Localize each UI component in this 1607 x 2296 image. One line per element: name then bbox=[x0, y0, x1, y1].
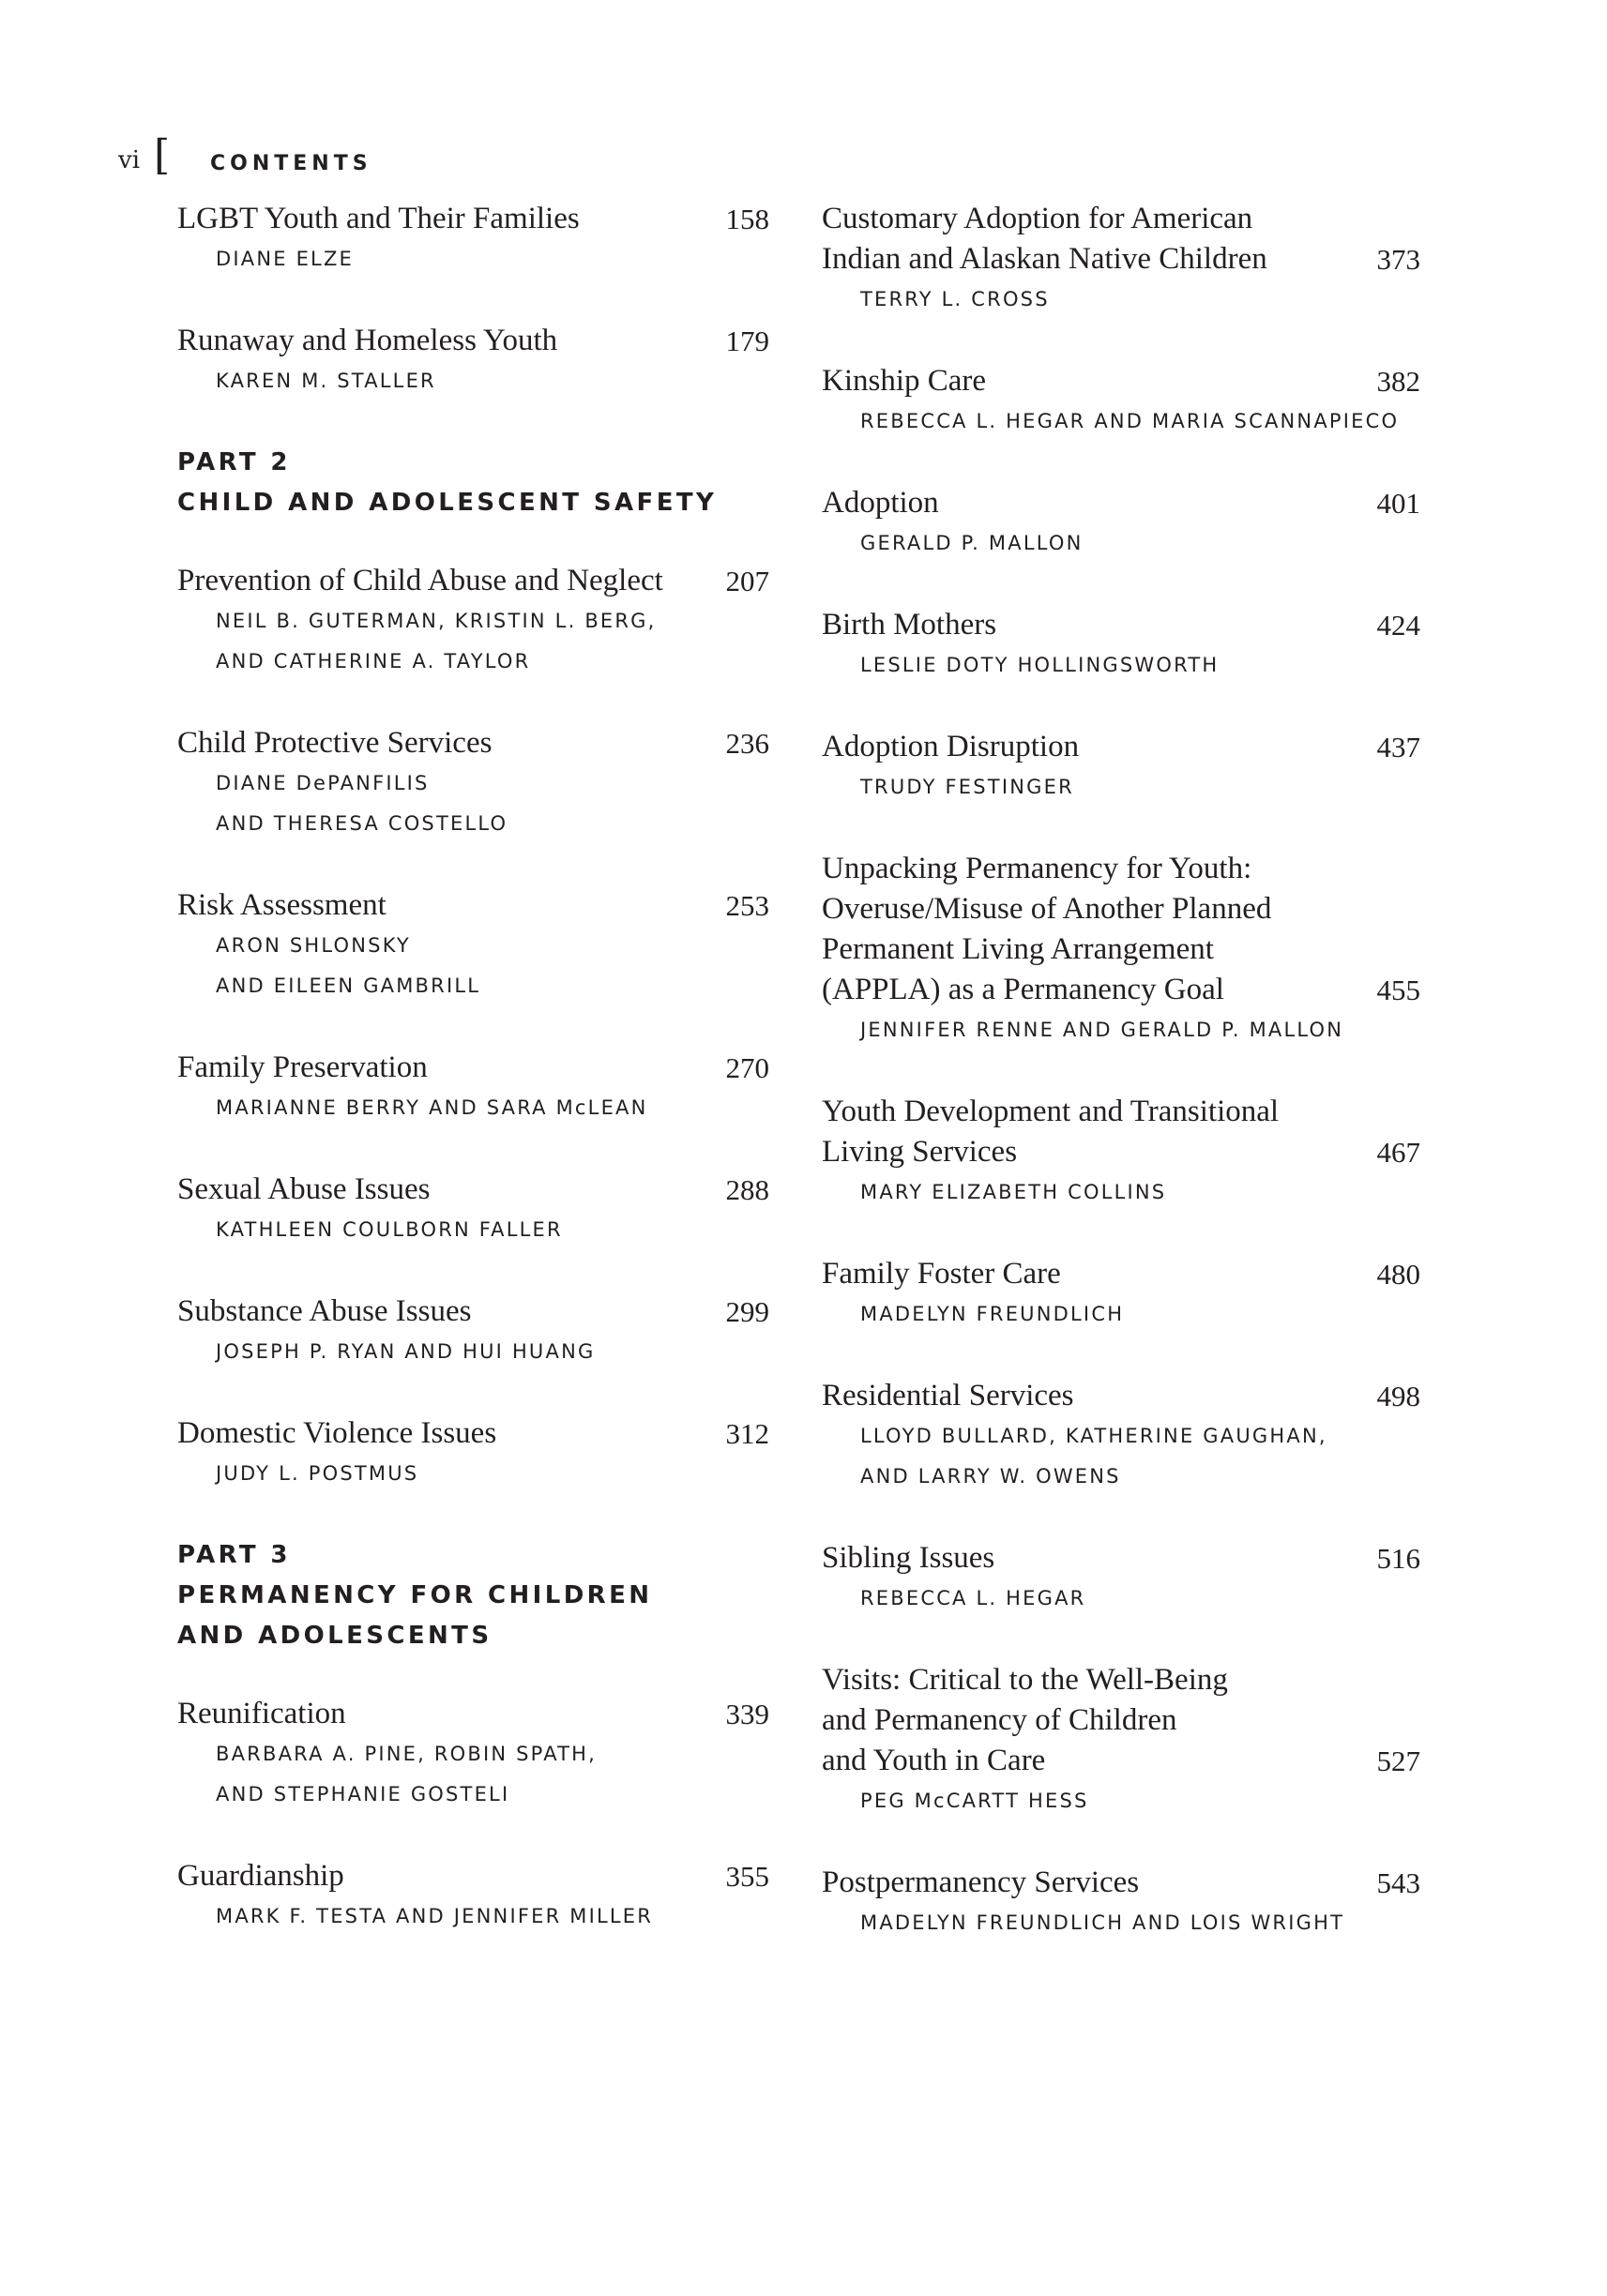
author-line: MARY ELIZABETH COLLINS bbox=[860, 1181, 1167, 1203]
chapter-authors bbox=[216, 763, 769, 844]
author-line: LESLIE DOTY HOLLINGSWORTH bbox=[860, 654, 1220, 676]
chapter-title-line: (APPLA) as a Permanency Goal bbox=[822, 973, 1224, 1006]
chapter-title bbox=[822, 605, 1420, 645]
chapter-title-block bbox=[822, 483, 1420, 523]
author-line: REBECCA L. HEGAR AND MARIA SCANNAPIECO bbox=[860, 410, 1400, 432]
chapter-page-number: 382 bbox=[1376, 365, 1420, 398]
author-line: AND THERESA COSTELLO bbox=[216, 812, 508, 835]
chapter-title bbox=[177, 1856, 769, 1896]
chapter-authors bbox=[860, 1172, 1420, 1213]
toc-entry bbox=[822, 483, 1420, 564]
chapter-authors bbox=[860, 645, 1420, 686]
chapter-authors bbox=[216, 926, 769, 1006]
author-line: AND CATHERINE A. TAYLOR bbox=[216, 650, 531, 672]
author-line: JENNIFER RENNE AND GERALD P. MALLON bbox=[860, 1019, 1344, 1041]
chapter-title-line: Kinship Care bbox=[822, 364, 987, 398]
chapter-title-block bbox=[822, 1538, 1420, 1578]
chapter-title bbox=[822, 483, 1420, 523]
chapter-title-line: Residential Services bbox=[822, 1379, 1074, 1412]
author-line: LLOYD BULLARD, KATHERINE GAUGHAN, bbox=[860, 1425, 1327, 1447]
author-line: KATHLEEN COULBORN FALLER bbox=[216, 1218, 563, 1241]
chapter-title bbox=[177, 1292, 769, 1332]
author-line: NEIL B. GUTERMAN, KRISTIN L. BERG, bbox=[216, 610, 657, 632]
chapter-page-number: 424 bbox=[1376, 609, 1420, 642]
toc-right-column bbox=[822, 199, 1420, 1985]
chapter-title-line: Family Foster Care bbox=[822, 1257, 1061, 1291]
chapter-page-number: 373 bbox=[1376, 243, 1420, 276]
chapter-title-line: Postpermanency Services bbox=[822, 1866, 1140, 1899]
toc-left-column bbox=[177, 199, 769, 1978]
chapter-title-line: Child Protective Services bbox=[177, 726, 493, 760]
chapter-title-line: Guardianship bbox=[177, 1859, 344, 1893]
part-heading bbox=[177, 1535, 769, 1656]
chapter-page-number: 437 bbox=[1376, 731, 1420, 763]
toc-entry bbox=[177, 1413, 769, 1494]
chapter-authors bbox=[860, 1010, 1420, 1050]
chapter-title bbox=[177, 723, 769, 763]
author-line: DIANE ELZE bbox=[216, 248, 355, 270]
chapter-title-block bbox=[822, 1863, 1420, 1903]
chapter-authors bbox=[216, 1332, 769, 1372]
chapter-title bbox=[822, 199, 1420, 279]
chapter-page-number: 158 bbox=[725, 203, 769, 235]
chapter-title-line: Adoption Disruption bbox=[822, 730, 1080, 763]
chapter-page-number: 207 bbox=[725, 565, 769, 597]
chapter-authors bbox=[860, 401, 1420, 442]
part-title-line: AND ADOLESCENTS bbox=[177, 1622, 493, 1650]
chapter-title bbox=[822, 1092, 1420, 1172]
chapter-title-line: Living Services bbox=[822, 1135, 1018, 1169]
part-title-line: CHILD AND ADOLESCENT SAFETY bbox=[177, 489, 718, 517]
toc-entry bbox=[822, 1254, 1420, 1335]
chapter-title-block bbox=[177, 199, 769, 239]
chapter-title-line: Domestic Violence Issues bbox=[177, 1416, 497, 1450]
chapter-authors bbox=[860, 279, 1420, 320]
chapter-title-line: Unpacking Permanency for Youth: bbox=[822, 852, 1252, 885]
author-line: DIANE DePANFILIS bbox=[216, 772, 430, 794]
chapter-title-block bbox=[822, 199, 1420, 279]
author-line: AND LARRY W. OWENS bbox=[860, 1465, 1121, 1488]
chapter-title bbox=[177, 1413, 769, 1454]
toc-entry bbox=[177, 1170, 769, 1250]
page-number: vi bbox=[118, 146, 141, 174]
toc-entry bbox=[177, 561, 769, 682]
author-line: GERALD P. MALLON bbox=[860, 532, 1084, 554]
chapter-title-line: Birth Mothers bbox=[822, 608, 997, 642]
author-line: BARBARA A. PINE, ROBIN SPATH, bbox=[216, 1743, 598, 1765]
chapter-title bbox=[177, 321, 769, 361]
chapter-page-number: 355 bbox=[725, 1860, 769, 1893]
part-title-line: PERMANENCY FOR CHILDREN bbox=[177, 1581, 653, 1609]
chapter-title-block bbox=[177, 1292, 769, 1332]
part-label: PART 2 bbox=[177, 448, 291, 476]
toc-group bbox=[177, 561, 769, 1494]
chapter-title-line: Youth Development and Transitional bbox=[822, 1095, 1280, 1128]
running-head: CONTENTS bbox=[210, 152, 372, 175]
author-line: ARON SHLONSKY bbox=[216, 934, 411, 957]
chapter-authors bbox=[860, 1416, 1420, 1497]
chapter-authors bbox=[216, 361, 769, 401]
toc-entry bbox=[177, 199, 769, 279]
chapter-title bbox=[822, 849, 1420, 1010]
chapter-title bbox=[177, 199, 769, 239]
toc-group bbox=[177, 1694, 769, 1937]
chapter-page-number: 480 bbox=[1376, 1258, 1420, 1291]
chapter-title-line: and Permanency of Children bbox=[822, 1703, 1177, 1737]
author-line: JOSEPH P. RYAN AND HUI HUANG bbox=[216, 1340, 596, 1363]
toc-entry bbox=[177, 1048, 769, 1128]
chapter-title-block bbox=[822, 1376, 1420, 1416]
chapter-page-number: 236 bbox=[725, 727, 769, 760]
chapter-title-block bbox=[822, 1092, 1420, 1172]
chapter-title bbox=[822, 1376, 1420, 1416]
chapter-title bbox=[177, 1170, 769, 1210]
chapter-title-line: Prevention of Child Abuse and Neglect bbox=[177, 564, 663, 597]
chapter-title-line: Customary Adoption for American bbox=[822, 202, 1253, 235]
chapter-title bbox=[177, 561, 769, 601]
chapter-page-number: 527 bbox=[1376, 1745, 1420, 1777]
chapter-title-block bbox=[177, 321, 769, 361]
author-line: JUDY L. POSTMUS bbox=[216, 1462, 419, 1485]
author-line: MADELYN FREUNDLICH AND LOIS WRIGHT bbox=[860, 1911, 1345, 1934]
chapter-title-line: Sexual Abuse Issues bbox=[177, 1172, 431, 1206]
chapter-authors bbox=[216, 1210, 769, 1250]
chapter-title-line: LGBT Youth and Their Families bbox=[177, 202, 580, 235]
chapter-page-number: 253 bbox=[725, 889, 769, 922]
chapter-title-block bbox=[822, 361, 1420, 401]
chapter-title-line: Indian and Alaskan Native Children bbox=[822, 242, 1267, 276]
author-line: MARIANNE BERRY AND SARA McLEAN bbox=[216, 1096, 648, 1119]
chapter-title-block bbox=[177, 885, 769, 926]
toc-entry bbox=[822, 1538, 1420, 1619]
chapter-authors bbox=[216, 1734, 769, 1815]
chapter-title-block bbox=[177, 1170, 769, 1210]
chapter-title bbox=[822, 1538, 1420, 1578]
chapter-title-line: and Youth in Care bbox=[822, 1744, 1046, 1777]
chapter-authors bbox=[860, 1781, 1420, 1821]
toc-entry bbox=[822, 361, 1420, 442]
chapter-page-number: 179 bbox=[725, 325, 769, 357]
author-line: AND EILEEN GAMBRILL bbox=[216, 974, 481, 997]
chapter-page-number: 467 bbox=[1376, 1136, 1420, 1169]
toc-group bbox=[822, 199, 1420, 1943]
toc-entry bbox=[822, 1092, 1420, 1213]
toc-group bbox=[177, 199, 769, 401]
chapter-page-number: 270 bbox=[725, 1051, 769, 1084]
chapter-authors bbox=[216, 1454, 769, 1494]
toc-entry bbox=[177, 885, 769, 1006]
toc-entry bbox=[177, 1694, 769, 1815]
part-label: PART 3 bbox=[177, 1541, 291, 1569]
toc-entry bbox=[822, 1660, 1420, 1821]
chapter-title-block bbox=[177, 1694, 769, 1734]
chapter-authors bbox=[216, 239, 769, 279]
chapter-title-block bbox=[822, 1254, 1420, 1294]
chapter-title-block bbox=[822, 727, 1420, 767]
author-line: REBECCA L. HEGAR bbox=[860, 1587, 1086, 1609]
chapter-title-block bbox=[822, 1660, 1420, 1781]
header-bracket: [ bbox=[154, 131, 171, 179]
chapter-title-line: Runaway and Homeless Youth bbox=[177, 324, 558, 357]
chapter-title-block bbox=[822, 849, 1420, 1010]
chapter-title bbox=[177, 885, 769, 926]
chapter-page-number: 516 bbox=[1376, 1542, 1420, 1575]
chapter-title bbox=[822, 1863, 1420, 1903]
chapter-authors bbox=[216, 1896, 769, 1937]
author-line: MARK F. TESTA AND JENNIFER MILLER bbox=[216, 1905, 654, 1927]
chapter-page-number: 498 bbox=[1376, 1380, 1420, 1412]
toc-entry bbox=[177, 1856, 769, 1937]
chapter-title bbox=[822, 1254, 1420, 1294]
chapter-authors bbox=[216, 1088, 769, 1128]
toc-entry bbox=[822, 727, 1420, 808]
chapter-title-line: Sibling Issues bbox=[822, 1541, 995, 1575]
chapter-page-number: 543 bbox=[1376, 1866, 1420, 1899]
chapter-authors bbox=[860, 767, 1420, 808]
chapter-authors bbox=[860, 1294, 1420, 1335]
chapter-title-line: Family Preservation bbox=[177, 1050, 428, 1084]
toc-entry bbox=[177, 1292, 769, 1372]
chapter-page-number: 339 bbox=[725, 1698, 769, 1730]
chapter-title-block bbox=[177, 723, 769, 763]
toc-entry bbox=[822, 199, 1420, 320]
author-line: KAREN M. STALLER bbox=[216, 370, 436, 392]
chapter-page-number: 312 bbox=[725, 1417, 769, 1450]
author-line: TERRY L. CROSS bbox=[860, 288, 1050, 310]
toc-entry bbox=[177, 723, 769, 844]
chapter-authors bbox=[860, 1578, 1420, 1619]
author-line: MADELYN FREUNDLICH bbox=[860, 1303, 1125, 1325]
chapter-title-line: Substance Abuse Issues bbox=[177, 1294, 472, 1328]
chapter-authors bbox=[860, 523, 1420, 564]
chapter-title-line: Adoption bbox=[822, 486, 939, 520]
chapter-title-block bbox=[177, 561, 769, 601]
chapter-title-line: Overuse/Misuse of Another Planned bbox=[822, 892, 1272, 926]
chapter-page-number: 299 bbox=[725, 1295, 769, 1328]
chapter-title bbox=[822, 1660, 1420, 1781]
author-line: AND STEPHANIE GOSTELI bbox=[216, 1783, 510, 1805]
chapter-authors bbox=[216, 601, 769, 682]
chapter-page-number: 401 bbox=[1376, 487, 1420, 520]
chapter-authors bbox=[860, 1903, 1420, 1943]
chapter-title-line: Permanent Living Arrangement bbox=[822, 932, 1214, 966]
toc-entry bbox=[822, 605, 1420, 686]
chapter-page-number: 288 bbox=[725, 1173, 769, 1206]
chapter-title-block bbox=[822, 605, 1420, 645]
chapter-title bbox=[177, 1694, 769, 1734]
chapter-title bbox=[822, 727, 1420, 767]
chapter-title-line: Risk Assessment bbox=[177, 888, 387, 922]
chapter-title-block bbox=[177, 1856, 769, 1896]
toc-entry bbox=[822, 1376, 1420, 1497]
toc-entry bbox=[177, 321, 769, 401]
toc-entry bbox=[822, 1863, 1420, 1943]
chapter-page-number: 455 bbox=[1376, 974, 1420, 1006]
chapter-title bbox=[822, 361, 1420, 401]
author-line: PEG McCARTT HESS bbox=[860, 1790, 1089, 1812]
chapter-title-block bbox=[177, 1048, 769, 1088]
chapter-title bbox=[177, 1048, 769, 1088]
toc-entry bbox=[822, 849, 1420, 1050]
chapter-title-block bbox=[177, 1413, 769, 1454]
chapter-title-line: Reunification bbox=[177, 1697, 346, 1730]
chapter-title-line: Visits: Critical to the Well-Being bbox=[822, 1663, 1228, 1697]
part-heading bbox=[177, 443, 769, 523]
author-line: TRUDY FESTINGER bbox=[860, 776, 1074, 798]
